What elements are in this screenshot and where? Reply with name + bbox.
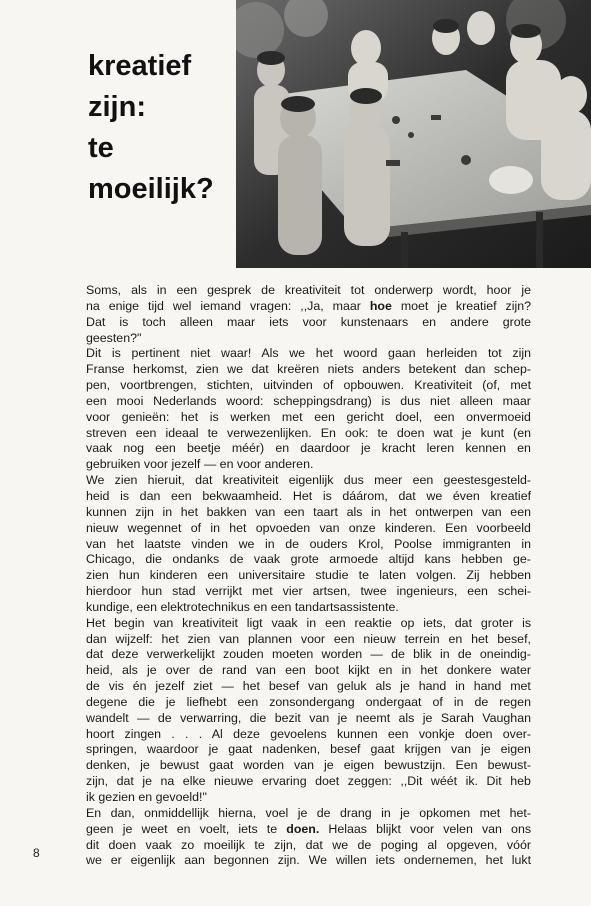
body-line: van het laatste vinden we in de ouders Krol, Poolse immigranten in [86, 536, 531, 551]
children-crafting-photo [236, 0, 591, 268]
body-line: kundige, een elektrotechnikus en een tandartsassistente. [86, 599, 399, 614]
title-line: zijn: [88, 91, 146, 123]
body-line: we er eigenlijk aan begonnen zijn. We willen iets ondernemen, het lukt [86, 853, 531, 868]
body-line: Het begin van kreativiteit ligt vaak in een reaktie op iets, dat groter is [86, 615, 531, 630]
title-line: kreatief [88, 50, 192, 82]
body-line: de vis én jezelf ziet — het besef van geluk als je hand in hand met [86, 679, 531, 694]
body-line: voor genieën: het is werken met een gericht doel, een onvermoeid [86, 409, 531, 424]
body-line: denken, je bewust gaat worden van je eigen bewustzijn. Een bewust- [86, 758, 531, 773]
body-line: We zien hieruit, dat kreativiteit eigenlijk dus meer een geestesgesteld- [86, 473, 531, 488]
title-line: moeilijk? [88, 173, 214, 205]
photo-illustration [236, 0, 591, 268]
body-line: kunnen zijn in het bakken van een taart als in het ontwerpen van een [86, 504, 531, 519]
page-number: 8 [33, 846, 40, 860]
body-line: Dit is pertinent niet waar! Als we het woord gaan herleiden tot zijn [86, 346, 531, 361]
body-line: degene die je liefhebt een zonsondergang ondergaat of in de regen [86, 694, 531, 709]
body-line: na enige tijd wel iemand vragen: ,,Ja, maar hoe moet je kreatief zijn? [86, 298, 531, 313]
body-line: gebruiken voor jezelf — en voor anderen. [86, 457, 314, 472]
title-line: te [88, 132, 114, 164]
body-line: heid, als je over de rand van een boot kijkt en in het donkere water [86, 663, 531, 678]
body-line: heid is dan een bekwaamheid. Het is dáárom, dat we éven kreatief [86, 488, 531, 503]
body-line: dat deze verwerkelijkt zouden moeten worden — de blik in de oneindig- [86, 647, 531, 662]
body-line: hierdoor hun stad verrijkt met vier artsen, twee ingenieurs, een schei- [86, 584, 531, 599]
body-line: streven een ideaal te verwezenlijken. En ook: te doen wat je kunt (en [86, 425, 531, 440]
body-line: vaak nog een beetje méér) en daardoor je kracht leren kennen en [86, 441, 531, 456]
body-line: Soms, als in een gesprek de kreativiteit tot onderwerp wordt, hoor je [86, 283, 531, 297]
body-line: wandelt — de verwarring, die bezit van je neemt als je Sarah Vaughan [86, 710, 531, 725]
body-line: ik gezien en gevoeld!" [86, 790, 207, 804]
body-line: geen je weet en voelt, iets te doen. Helaas blijkt voor velen van ons [86, 821, 531, 836]
body-line: dan wijzelf: het zien van plannen voor een nieuw terrein en het besef, [86, 631, 531, 646]
body-line: geesten?" [86, 330, 142, 345]
body-line: hoort zingen . . . Al deze gevoelens kunnen een vonkje doen over- [86, 726, 531, 741]
body-line: Dat is toch alleen maar iets voor kunstenaars en andere grote [86, 314, 531, 329]
body-line: Franse herkomst, zien we dat kreëren niets anders betekent dan schep- [86, 362, 531, 377]
article-body [86, 283, 531, 869]
body-line: pen, voortbrengen, stichten, uitvinden of opbouwen. Kreativiteit (of, met [86, 378, 531, 393]
body-line: dit doen vaak zo moeilijk te zijn, dat we de poging al opgeven, vóór [86, 837, 531, 852]
article-title [88, 46, 214, 210]
body-line: zien hun kinderen een universitaire studie te laten volgen. Zij hebben [86, 568, 531, 583]
body-line: En dan, onmiddellijk hierna, voel je de drang in je opkomen met het- [86, 805, 531, 820]
body-line: zijn, dat je na elke nieuwe ervaring doet zeggen: ,,Dit wéét ik. Dit heb [86, 774, 531, 789]
body-line: een mooi Nederlands woord: scheppingsdrang) is dus niet alleen maar [86, 393, 531, 408]
body-line: springen, waardoor je gaat nadenken, besef gaat krijgen van je eigen [86, 742, 531, 757]
body-line: nieuw wegennet of in het opvoeden van onze kinderen. Een voorbeeld [86, 520, 531, 535]
body-line: Chicago, die ondanks de vaak grote armoede altijd kans hebben ge- [86, 552, 531, 567]
